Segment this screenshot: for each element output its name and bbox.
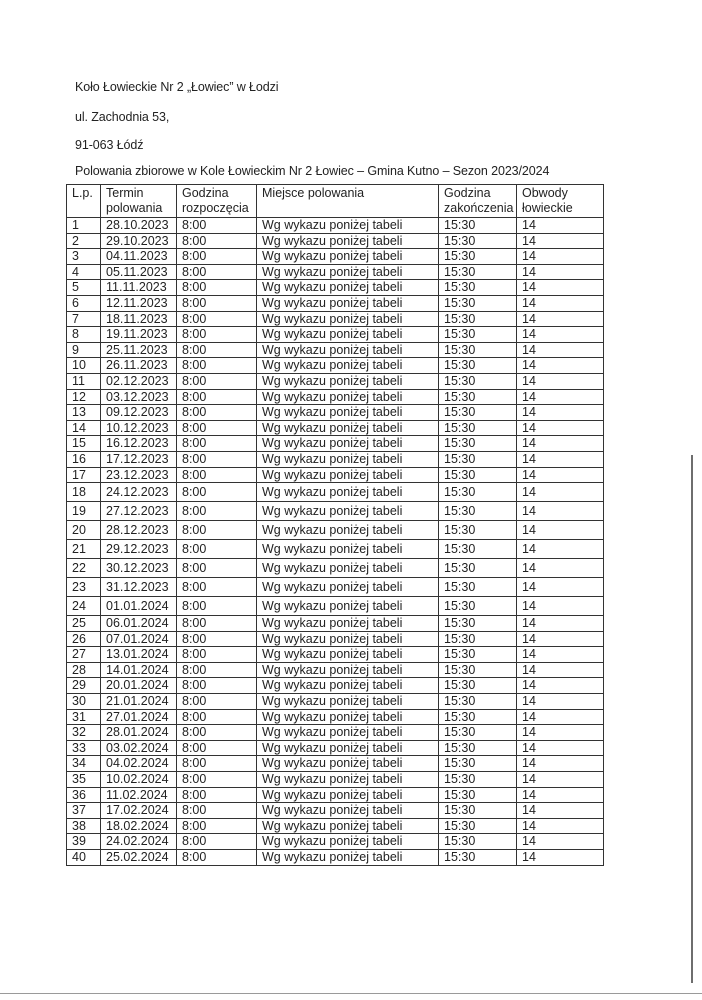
cell-districts: 14 [517, 264, 604, 280]
table-row [67, 740, 604, 756]
cell-start-time: 8:00 [177, 834, 257, 850]
table-row [67, 694, 604, 710]
cell-end-time: 15:30 [439, 436, 517, 452]
cell-date: 04.02.2024 [101, 756, 177, 772]
table-row [67, 772, 604, 788]
cell-districts: 14 [517, 233, 604, 249]
cell-districts: 14 [517, 740, 604, 756]
cell-start-time: 8:00 [177, 740, 257, 756]
table-row [67, 818, 604, 834]
cell-end-time: 15:30 [439, 597, 517, 616]
cell-date: 11.02.2024 [101, 787, 177, 803]
cell-date: 03.12.2023 [101, 389, 177, 405]
table-row [67, 405, 604, 421]
cell-end-time: 15:30 [439, 373, 517, 389]
cell-start-time: 8:00 [177, 772, 257, 788]
cell-end-time: 15:30 [439, 295, 517, 311]
cell-districts: 14 [517, 803, 604, 819]
cell-lp: 3 [67, 249, 101, 265]
cell-end-time: 15:30 [439, 540, 517, 559]
cell-start-time: 8:00 [177, 342, 257, 358]
cell-lp: 16 [67, 451, 101, 467]
cell-end-time: 15:30 [439, 311, 517, 327]
table-row [67, 218, 604, 234]
cell-end-time: 15:30 [439, 740, 517, 756]
table-row [67, 850, 604, 866]
cell-districts: 14 [517, 540, 604, 559]
cell-districts: 14 [517, 327, 604, 343]
table-row [67, 467, 604, 483]
cell-districts: 14 [517, 647, 604, 663]
cell-lp: 18 [67, 483, 101, 502]
cell-end-time: 15:30 [439, 756, 517, 772]
cell-end-time: 15:30 [439, 451, 517, 467]
cell-lp: 1 [67, 218, 101, 234]
cell-end-time: 15:30 [439, 616, 517, 632]
cell-start-time: 8:00 [177, 467, 257, 483]
cell-location: Wg wykazu poniżej tabeli [257, 787, 439, 803]
table-row [67, 756, 604, 772]
cell-date: 24.12.2023 [101, 483, 177, 502]
cell-location: Wg wykazu poniżej tabeli [257, 233, 439, 249]
cell-lp: 19 [67, 502, 101, 521]
cell-date: 05.11.2023 [101, 264, 177, 280]
cell-districts: 14 [517, 483, 604, 502]
cell-end-time: 15:30 [439, 420, 517, 436]
header-end-time: Godzina zakończenia [439, 185, 517, 218]
table-row [67, 678, 604, 694]
cell-date: 17.02.2024 [101, 803, 177, 819]
table-row [67, 803, 604, 819]
cell-end-time: 15:30 [439, 342, 517, 358]
cell-location: Wg wykazu poniżej tabeli [257, 540, 439, 559]
cell-location: Wg wykazu poniżej tabeli [257, 389, 439, 405]
cell-districts: 14 [517, 451, 604, 467]
cell-start-time: 8:00 [177, 662, 257, 678]
cell-end-time: 15:30 [439, 803, 517, 819]
cell-lp: 9 [67, 342, 101, 358]
cell-lp: 35 [67, 772, 101, 788]
cell-location: Wg wykazu poniżej tabeli [257, 740, 439, 756]
cell-districts: 14 [517, 295, 604, 311]
cell-location: Wg wykazu poniżej tabeli [257, 578, 439, 597]
cell-location: Wg wykazu poniżej tabeli [257, 803, 439, 819]
cell-location: Wg wykazu poniżej tabeli [257, 502, 439, 521]
cell-location: Wg wykazu poniżej tabeli [257, 694, 439, 710]
cell-date: 29.10.2023 [101, 233, 177, 249]
table-row [67, 264, 604, 280]
cell-districts: 14 [517, 725, 604, 741]
cell-districts: 14 [517, 280, 604, 296]
cell-location: Wg wykazu poniżej tabeli [257, 405, 439, 421]
cell-districts: 14 [517, 597, 604, 616]
cell-districts: 14 [517, 678, 604, 694]
cell-date: 17.12.2023 [101, 451, 177, 467]
cell-districts: 14 [517, 249, 604, 265]
cell-location: Wg wykazu poniżej tabeli [257, 616, 439, 632]
cell-location: Wg wykazu poniżej tabeli [257, 756, 439, 772]
table-row [67, 249, 604, 265]
cell-lp: 20 [67, 521, 101, 540]
cell-end-time: 15:30 [439, 521, 517, 540]
table-row [67, 373, 604, 389]
table-row [67, 389, 604, 405]
cell-location: Wg wykazu poniżej tabeli [257, 264, 439, 280]
table-row [67, 647, 604, 663]
organization-name: Koło Łowieckie Nr 2 „Łowiec” w Łodzi [75, 80, 279, 94]
cell-start-time: 8:00 [177, 578, 257, 597]
cell-date: 26.11.2023 [101, 358, 177, 374]
cell-districts: 14 [517, 834, 604, 850]
cell-start-time: 8:00 [177, 631, 257, 647]
table-row [67, 280, 604, 296]
cell-location: Wg wykazu poniżej tabeli [257, 483, 439, 502]
cell-start-time: 8:00 [177, 280, 257, 296]
cell-date: 29.12.2023 [101, 540, 177, 559]
cell-date: 13.01.2024 [101, 647, 177, 663]
cell-end-time: 15:30 [439, 483, 517, 502]
cell-districts: 14 [517, 694, 604, 710]
cell-lp: 13 [67, 405, 101, 421]
table-row [67, 451, 604, 467]
cell-districts: 14 [517, 467, 604, 483]
street-address: ul. Zachodnia 53, [75, 110, 170, 124]
cell-start-time: 8:00 [177, 647, 257, 663]
cell-end-time: 15:30 [439, 647, 517, 663]
cell-start-time: 8:00 [177, 521, 257, 540]
cell-lp: 30 [67, 694, 101, 710]
cell-start-time: 8:00 [177, 850, 257, 866]
table-row [67, 725, 604, 741]
cell-lp: 15 [67, 436, 101, 452]
cell-start-time: 8:00 [177, 311, 257, 327]
cell-lp: 5 [67, 280, 101, 296]
cell-start-time: 8:00 [177, 502, 257, 521]
cell-location: Wg wykazu poniżej tabeli [257, 631, 439, 647]
cell-lp: 25 [67, 616, 101, 632]
cell-location: Wg wykazu poniżej tabeli [257, 818, 439, 834]
cell-location: Wg wykazu poniżej tabeli [257, 373, 439, 389]
cell-start-time: 8:00 [177, 373, 257, 389]
cell-start-time: 8:00 [177, 358, 257, 374]
cell-end-time: 15:30 [439, 818, 517, 834]
cell-lp: 39 [67, 834, 101, 850]
cell-location: Wg wykazu poniżej tabeli [257, 772, 439, 788]
cell-location: Wg wykazu poniżej tabeli [257, 342, 439, 358]
cell-start-time: 8:00 [177, 709, 257, 725]
cell-location: Wg wykazu poniżej tabeli [257, 647, 439, 663]
cell-end-time: 15:30 [439, 850, 517, 866]
cell-location: Wg wykazu poniżej tabeli [257, 218, 439, 234]
cell-date: 28.10.2023 [101, 218, 177, 234]
cell-date: 14.01.2024 [101, 662, 177, 678]
cell-end-time: 15:30 [439, 264, 517, 280]
cell-districts: 14 [517, 521, 604, 540]
cell-start-time: 8:00 [177, 597, 257, 616]
cell-date: 20.01.2024 [101, 678, 177, 694]
table-row [67, 420, 604, 436]
cell-end-time: 15:30 [439, 725, 517, 741]
cell-end-time: 15:30 [439, 233, 517, 249]
cell-end-time: 15:30 [439, 678, 517, 694]
cell-start-time: 8:00 [177, 756, 257, 772]
cell-date: 03.02.2024 [101, 740, 177, 756]
cell-districts: 14 [517, 616, 604, 632]
cell-lp: 27 [67, 647, 101, 663]
cell-start-time: 8:00 [177, 694, 257, 710]
header-location: Miejsce polowania [257, 185, 439, 218]
table-row [67, 327, 604, 343]
cell-start-time: 8:00 [177, 678, 257, 694]
cell-date: 23.12.2023 [101, 467, 177, 483]
cell-start-time: 8:00 [177, 405, 257, 421]
cell-start-time: 8:00 [177, 451, 257, 467]
cell-lp: 17 [67, 467, 101, 483]
cell-lp: 31 [67, 709, 101, 725]
table-row [67, 358, 604, 374]
table-row [67, 342, 604, 358]
cell-end-time: 15:30 [439, 280, 517, 296]
cell-lp: 11 [67, 373, 101, 389]
cell-date: 24.02.2024 [101, 834, 177, 850]
cell-start-time: 8:00 [177, 233, 257, 249]
cell-date: 09.12.2023 [101, 405, 177, 421]
cell-districts: 14 [517, 420, 604, 436]
table-row [67, 559, 604, 578]
cell-districts: 14 [517, 850, 604, 866]
cell-location: Wg wykazu poniżej tabeli [257, 559, 439, 578]
cell-end-time: 15:30 [439, 327, 517, 343]
table-row [67, 436, 604, 452]
cell-start-time: 8:00 [177, 818, 257, 834]
cell-end-time: 15:30 [439, 772, 517, 788]
cell-districts: 14 [517, 218, 604, 234]
cell-date: 18.11.2023 [101, 311, 177, 327]
cell-date: 25.02.2024 [101, 850, 177, 866]
cell-districts: 14 [517, 631, 604, 647]
cell-districts: 14 [517, 709, 604, 725]
cell-start-time: 8:00 [177, 327, 257, 343]
cell-end-time: 15:30 [439, 787, 517, 803]
cell-end-time: 15:30 [439, 389, 517, 405]
cell-end-time: 15:30 [439, 694, 517, 710]
cell-end-time: 15:30 [439, 834, 517, 850]
cell-lp: 21 [67, 540, 101, 559]
table-row [67, 502, 604, 521]
cell-end-time: 15:30 [439, 578, 517, 597]
header-lp: L.p. [67, 185, 101, 218]
cell-districts: 14 [517, 342, 604, 358]
cell-lp: 28 [67, 662, 101, 678]
cell-start-time: 8:00 [177, 249, 257, 265]
table-row [67, 709, 604, 725]
cell-lp: 10 [67, 358, 101, 374]
cell-date: 27.01.2024 [101, 709, 177, 725]
table-row [67, 597, 604, 616]
cell-start-time: 8:00 [177, 725, 257, 741]
cell-location: Wg wykazu poniżej tabeli [257, 420, 439, 436]
cell-districts: 14 [517, 373, 604, 389]
table-row [67, 616, 604, 632]
cell-start-time: 8:00 [177, 483, 257, 502]
cell-lp: 24 [67, 597, 101, 616]
cell-location: Wg wykazu poniżej tabeli [257, 295, 439, 311]
table-header-row [67, 185, 604, 218]
cell-date: 27.12.2023 [101, 502, 177, 521]
cell-date: 19.11.2023 [101, 327, 177, 343]
cell-location: Wg wykazu poniżej tabeli [257, 436, 439, 452]
cell-date: 28.12.2023 [101, 521, 177, 540]
table-row [67, 578, 604, 597]
cell-location: Wg wykazu poniżej tabeli [257, 521, 439, 540]
cell-lp: 23 [67, 578, 101, 597]
cell-end-time: 15:30 [439, 502, 517, 521]
cell-lp: 32 [67, 725, 101, 741]
table-row [67, 483, 604, 502]
cell-lp: 33 [67, 740, 101, 756]
cell-start-time: 8:00 [177, 295, 257, 311]
cell-lp: 29 [67, 678, 101, 694]
cell-end-time: 15:30 [439, 467, 517, 483]
cell-lp: 40 [67, 850, 101, 866]
cell-location: Wg wykazu poniżej tabeli [257, 834, 439, 850]
cell-date: 10.02.2024 [101, 772, 177, 788]
cell-lp: 7 [67, 311, 101, 327]
cell-start-time: 8:00 [177, 540, 257, 559]
cell-location: Wg wykazu poniżej tabeli [257, 327, 439, 343]
cell-start-time: 8:00 [177, 616, 257, 632]
cell-date: 25.11.2023 [101, 342, 177, 358]
cell-end-time: 15:30 [439, 249, 517, 265]
cell-lp: 22 [67, 559, 101, 578]
cell-end-time: 15:30 [439, 662, 517, 678]
cell-date: 16.12.2023 [101, 436, 177, 452]
cell-lp: 6 [67, 295, 101, 311]
cell-start-time: 8:00 [177, 787, 257, 803]
table-row [67, 233, 604, 249]
table-row [67, 521, 604, 540]
cell-districts: 14 [517, 358, 604, 374]
cell-date: 11.11.2023 [101, 280, 177, 296]
cell-location: Wg wykazu poniżej tabeli [257, 467, 439, 483]
cell-start-time: 8:00 [177, 559, 257, 578]
cell-lp: 2 [67, 233, 101, 249]
cell-lp: 38 [67, 818, 101, 834]
header-start-time: Godzina rozpoczęcia [177, 185, 257, 218]
cell-districts: 14 [517, 389, 604, 405]
cell-date: 02.12.2023 [101, 373, 177, 389]
hunting-schedule-table [66, 184, 604, 866]
cell-location: Wg wykazu poniżej tabeli [257, 280, 439, 296]
cell-location: Wg wykazu poniżej tabeli [257, 662, 439, 678]
cell-date: 31.12.2023 [101, 578, 177, 597]
table-row [67, 787, 604, 803]
header-date: Termin polowania [101, 185, 177, 218]
cell-districts: 14 [517, 559, 604, 578]
cell-location: Wg wykazu poniżej tabeli [257, 249, 439, 265]
cell-date: 21.01.2024 [101, 694, 177, 710]
cell-districts: 14 [517, 787, 604, 803]
cell-districts: 14 [517, 772, 604, 788]
cell-date: 28.01.2024 [101, 725, 177, 741]
cell-districts: 14 [517, 662, 604, 678]
table-row [67, 662, 604, 678]
cell-end-time: 15:30 [439, 709, 517, 725]
cell-start-time: 8:00 [177, 436, 257, 452]
cell-date: 30.12.2023 [101, 559, 177, 578]
cell-location: Wg wykazu poniżej tabeli [257, 311, 439, 327]
cell-location: Wg wykazu poniżej tabeli [257, 850, 439, 866]
cell-date: 06.01.2024 [101, 616, 177, 632]
cell-location: Wg wykazu poniżej tabeli [257, 725, 439, 741]
cell-start-time: 8:00 [177, 218, 257, 234]
table-row [67, 834, 604, 850]
cell-lp: 36 [67, 787, 101, 803]
cell-districts: 14 [517, 405, 604, 421]
city-address: 91-063 Łódź [75, 138, 144, 152]
document-title: Polowania zbiorowe w Kole Łowieckim Nr 2 Łowiec – Gmina Kutno – Sezon 2023/2024 [75, 164, 550, 178]
table-row [67, 311, 604, 327]
cell-lp: 34 [67, 756, 101, 772]
cell-lp: 37 [67, 803, 101, 819]
table-row [67, 295, 604, 311]
cell-end-time: 15:30 [439, 358, 517, 374]
cell-date: 10.12.2023 [101, 420, 177, 436]
cell-lp: 14 [67, 420, 101, 436]
cell-location: Wg wykazu poniżej tabeli [257, 678, 439, 694]
cell-date: 01.01.2024 [101, 597, 177, 616]
cell-start-time: 8:00 [177, 264, 257, 280]
cell-districts: 14 [517, 436, 604, 452]
cell-end-time: 15:30 [439, 405, 517, 421]
cell-date: 18.02.2024 [101, 818, 177, 834]
cell-end-time: 15:30 [439, 631, 517, 647]
cell-date: 07.01.2024 [101, 631, 177, 647]
cell-end-time: 15:30 [439, 218, 517, 234]
scan-bottom-line [0, 993, 702, 994]
cell-lp: 12 [67, 389, 101, 405]
cell-districts: 14 [517, 502, 604, 521]
cell-districts: 14 [517, 818, 604, 834]
cell-districts: 14 [517, 578, 604, 597]
scan-edge-line [691, 455, 693, 983]
cell-date: 12.11.2023 [101, 295, 177, 311]
cell-lp: 26 [67, 631, 101, 647]
cell-location: Wg wykazu poniżej tabeli [257, 451, 439, 467]
table-row [67, 540, 604, 559]
cell-start-time: 8:00 [177, 389, 257, 405]
cell-location: Wg wykazu poniżej tabeli [257, 709, 439, 725]
cell-location: Wg wykazu poniżej tabeli [257, 597, 439, 616]
header-districts: Obwody łowieckie [517, 185, 604, 218]
cell-start-time: 8:00 [177, 420, 257, 436]
cell-districts: 14 [517, 311, 604, 327]
cell-location: Wg wykazu poniżej tabeli [257, 358, 439, 374]
cell-start-time: 8:00 [177, 803, 257, 819]
cell-end-time: 15:30 [439, 559, 517, 578]
cell-lp: 4 [67, 264, 101, 280]
cell-districts: 14 [517, 756, 604, 772]
cell-lp: 8 [67, 327, 101, 343]
cell-date: 04.11.2023 [101, 249, 177, 265]
table-row [67, 631, 604, 647]
